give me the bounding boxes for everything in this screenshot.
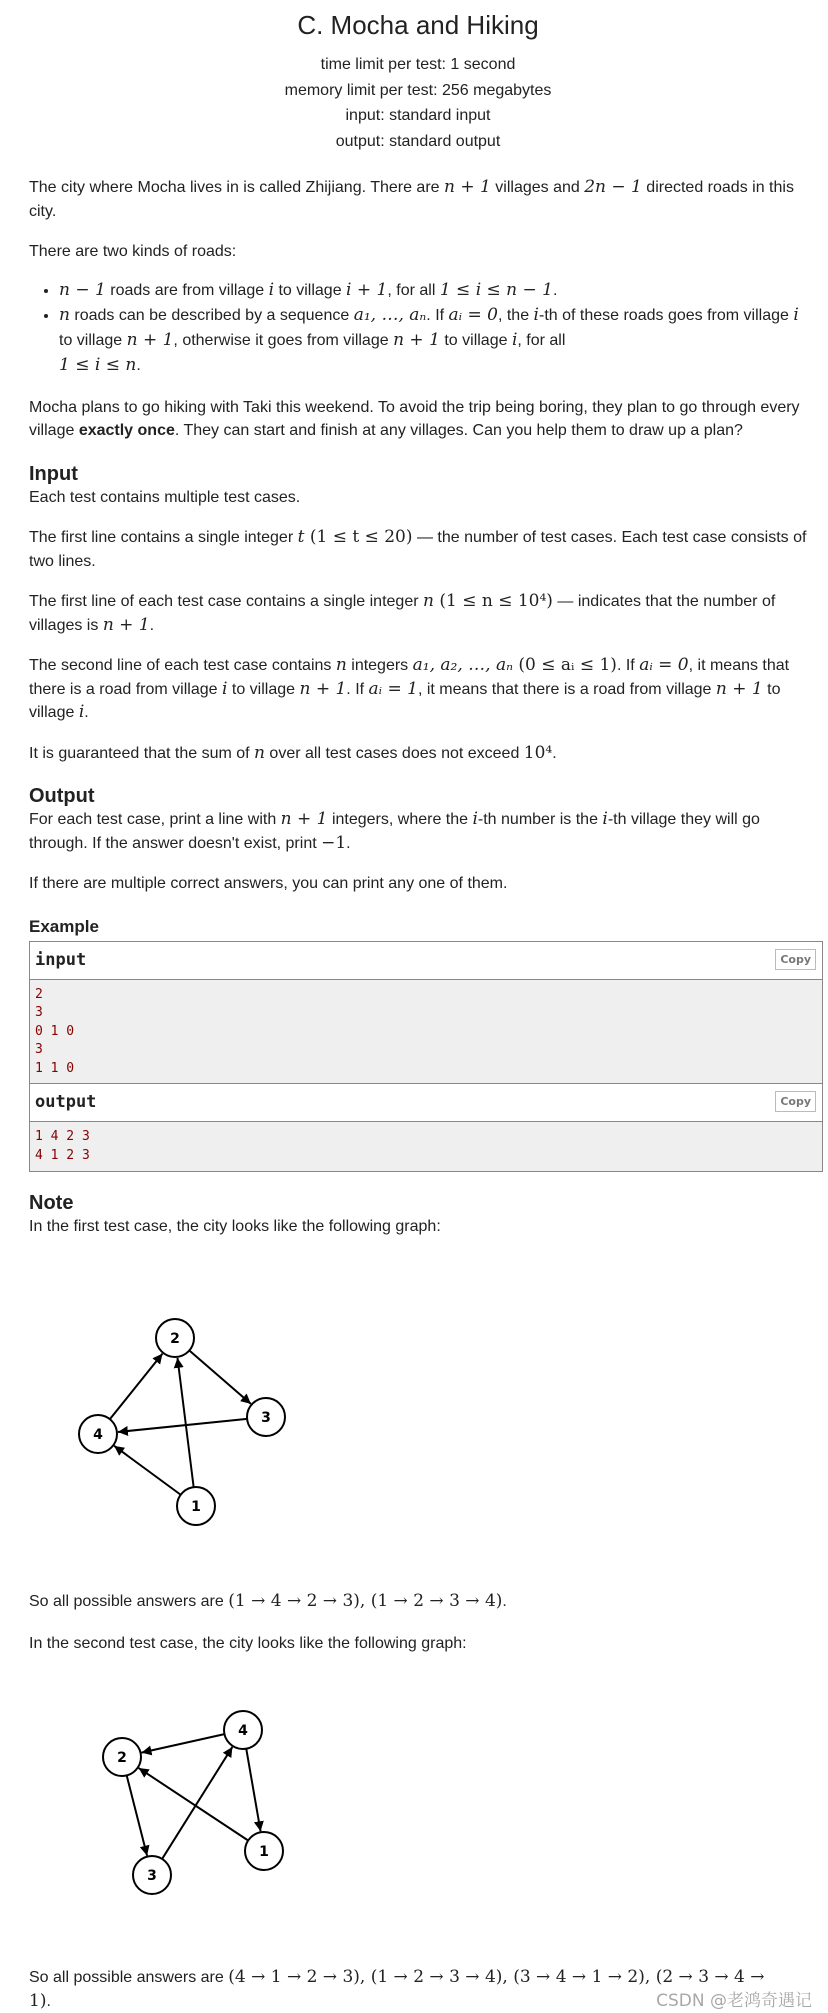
math: i <box>602 809 608 829</box>
section-title-example: Example <box>29 916 99 936</box>
sample-input-label: input <box>35 949 87 970</box>
graph-edge <box>127 1775 147 1855</box>
graph-edges <box>110 1350 251 1494</box>
text: . <box>553 281 558 299</box>
input-paragraph <box>29 654 807 725</box>
text: For each test case, print a line with <box>29 811 281 828</box>
time-limit: time limit per test: 1 second <box>320 56 516 73</box>
legend-paragraph <box>29 176 807 223</box>
text: . If <box>426 306 449 324</box>
math: n + 1 <box>102 614 150 635</box>
text: . <box>552 744 557 762</box>
text: integers, where the <box>327 811 473 828</box>
graph-node-label: 2 <box>117 1750 127 1766</box>
graph-edge <box>246 1749 260 1832</box>
sample-input-header <box>30 942 822 980</box>
list-item <box>59 303 807 378</box>
sample-output-header <box>30 1084 822 1122</box>
math: t <box>297 527 305 547</box>
text: integers <box>346 657 413 674</box>
math: n <box>254 742 265 763</box>
text: . <box>502 1593 507 1610</box>
text: . <box>84 704 89 721</box>
math: i <box>793 304 799 325</box>
math: −1 <box>321 832 347 853</box>
text: to village <box>439 331 512 349</box>
input-paragraph: Each test contains multiple test cases. <box>29 488 301 506</box>
text: over all test cases does not exceed <box>264 744 524 762</box>
math: (1 ≤ t ≤ 20) <box>304 527 413 547</box>
math: i <box>268 279 274 300</box>
math: a₁, a₂, …, aₙ <box>412 655 513 675</box>
text: to village <box>227 680 300 698</box>
math: (0 ≤ aᵢ ≤ 1) <box>512 655 617 675</box>
graph-edge <box>142 1734 225 1753</box>
note-section <box>29 1191 807 1239</box>
text: So all possible answers are <box>29 1969 229 1986</box>
text: Mocha plans to go hiking with Taki this weekend. To avoid the trip being boring, they plan to go through every village <box>29 398 800 439</box>
text: . <box>136 356 141 374</box>
section-title-note: Note <box>29 1191 74 1214</box>
graph-edge <box>118 1419 247 1432</box>
graph-edges <box>127 1734 261 1859</box>
math: i <box>472 809 478 829</box>
input-file: input: standard input <box>345 107 491 124</box>
graph-edge <box>189 1350 251 1403</box>
text: The first line contains a single integer <box>29 529 298 546</box>
output-paragraph <box>29 808 807 855</box>
text: -th of these roads goes from village <box>538 306 794 324</box>
math: n + 1 <box>393 329 440 350</box>
emphasis: exactly once <box>78 422 175 439</box>
section-title-input: Input <box>29 462 78 485</box>
graph-edge <box>162 1747 232 1859</box>
math: n + 1 <box>444 177 491 197</box>
math: aᵢ = 0 <box>639 655 689 675</box>
text: to village <box>274 281 347 299</box>
graph-node-label: 1 <box>191 1499 201 1515</box>
text: So all possible answers are <box>29 1593 229 1610</box>
text: villages and <box>490 179 585 196</box>
math: n + 1 <box>299 678 347 699</box>
output-paragraph: If there are multiple correct answers, you can print any one of them. <box>29 875 508 892</box>
text: The first line of each test case contains a single integer <box>29 593 423 610</box>
text: to village <box>59 331 127 349</box>
graph-edge <box>177 1358 193 1487</box>
text: . <box>346 834 351 852</box>
graph-edge <box>139 1768 248 1840</box>
note-paragraph <box>29 1590 507 1614</box>
list-item <box>59 278 807 303</box>
text: The city where Mocha lives in is called Zhijiang. There are <box>29 179 444 196</box>
sample-box <box>29 941 823 1172</box>
graph-node-label: 1 <box>259 1844 269 1860</box>
text: , the <box>497 306 534 324</box>
math: a₁, …, aₙ <box>353 304 427 325</box>
text: , otherwise it goes from village <box>173 331 394 349</box>
math: i <box>533 304 539 325</box>
text: , for all <box>517 331 566 349</box>
graph-edge <box>114 1446 181 1495</box>
input-paragraph <box>29 742 807 766</box>
math: 2n − 1 <box>584 177 642 197</box>
graph-edge <box>110 1354 163 1420</box>
road-kinds-list <box>29 278 807 378</box>
text: . <box>46 1992 51 2010</box>
legend-paragraph <box>29 396 807 443</box>
math: i <box>511 329 518 350</box>
math: (4 → 1 → 2 → 3), (1 → 2 → 3 → 4), (3 → 4 → 1 → 2), (2 → 3 → 4 → 1) <box>29 1967 765 2011</box>
problem-header <box>29 10 807 154</box>
watermark: CSDN @老鸿奇遇记 <box>656 1991 812 2011</box>
section-title-output: Output <box>29 785 95 807</box>
text: , it means that there is a road from village <box>29 657 790 698</box>
graph-node-label: 2 <box>170 1331 180 1347</box>
math: 1 ≤ i ≤ n − 1 <box>439 279 554 300</box>
math: (1 ≤ n ≤ 10⁴) <box>433 591 553 611</box>
math: n + 1 <box>280 809 328 829</box>
graph-node-label: 4 <box>238 1723 248 1739</box>
text: , it means that there is a road from village <box>417 680 716 698</box>
math: i <box>221 678 228 699</box>
output-specification <box>29 784 807 896</box>
math: n − 1 <box>59 279 106 300</box>
input-specification <box>29 462 807 766</box>
text: -th village they will go through. If the answer doesn't exist, print <box>29 811 760 852</box>
text: . <box>149 616 155 634</box>
text: directed roads in this city. <box>29 179 794 220</box>
sample-input-content[interactable]: 2 3 0 1 0 3 1 1 0 <box>30 980 822 1085</box>
math: aᵢ = 0 <box>448 304 498 325</box>
sample-output-content[interactable]: 1 4 2 3 4 1 2 3 <box>30 1122 822 1170</box>
text: roads can be described by a sequence <box>69 306 354 324</box>
copy-input-button[interactable]: Copy <box>775 949 816 970</box>
math: i <box>78 702 85 722</box>
graph-nodes <box>79 1319 285 1525</box>
graph-node-label: 3 <box>147 1868 157 1884</box>
text: . They can start and finish at any villages. Can you help them to draw up a plan? <box>174 422 743 439</box>
problem-title: C. Mocha and Hiking <box>297 10 539 40</box>
graph-test-case-1 <box>29 1300 329 1540</box>
math: 10⁴ <box>523 742 553 763</box>
text: , for all <box>387 281 440 299</box>
math: aᵢ = 1 <box>368 678 418 699</box>
sample-output-label: output <box>35 1092 97 1113</box>
legend <box>29 176 807 443</box>
output-file: output: standard output <box>335 132 501 150</box>
graph-node-label: 4 <box>93 1427 103 1443</box>
math: n <box>59 304 70 325</box>
math: n <box>335 655 347 675</box>
math: n + 1 <box>126 329 174 350</box>
input-paragraph <box>29 526 807 573</box>
text: roads are from village <box>105 281 269 299</box>
text: It is guaranteed that the sum of <box>29 744 255 762</box>
input-paragraph <box>29 590 807 637</box>
text: to village <box>29 680 781 721</box>
text: . If <box>346 680 369 698</box>
note-paragraph: In the first test case, the city looks like the following graph: <box>29 1217 441 1235</box>
text: The second line of each test case contains <box>29 657 336 674</box>
sample-tests <box>29 916 811 1172</box>
memory-limit: memory limit per test: 256 megabytes <box>284 81 552 99</box>
text: -th number is the <box>477 811 603 828</box>
problem-statement <box>29 0 811 1238</box>
math: n <box>423 591 434 611</box>
text: — the number of test cases. Each test case consists of two lines. <box>29 529 807 570</box>
math: 1 ≤ i ≤ n <box>59 354 137 375</box>
text: — indicates that the number of villages is <box>29 593 776 634</box>
math: i + 1 <box>346 279 388 300</box>
legend-paragraph: There are two kinds of roads: <box>29 243 237 260</box>
graph-node-label: 3 <box>261 1410 271 1426</box>
text: . If <box>616 657 640 674</box>
note-paragraph: In the second test case, the city looks like the following graph: <box>29 1635 467 1652</box>
copy-output-button[interactable]: Copy <box>775 1091 816 1112</box>
math: (1 → 4 → 2 → 3), (1 → 2 → 3 → 4) <box>228 1591 503 1611</box>
graph-test-case-2 <box>29 1700 329 1910</box>
math: n + 1 <box>715 678 763 699</box>
